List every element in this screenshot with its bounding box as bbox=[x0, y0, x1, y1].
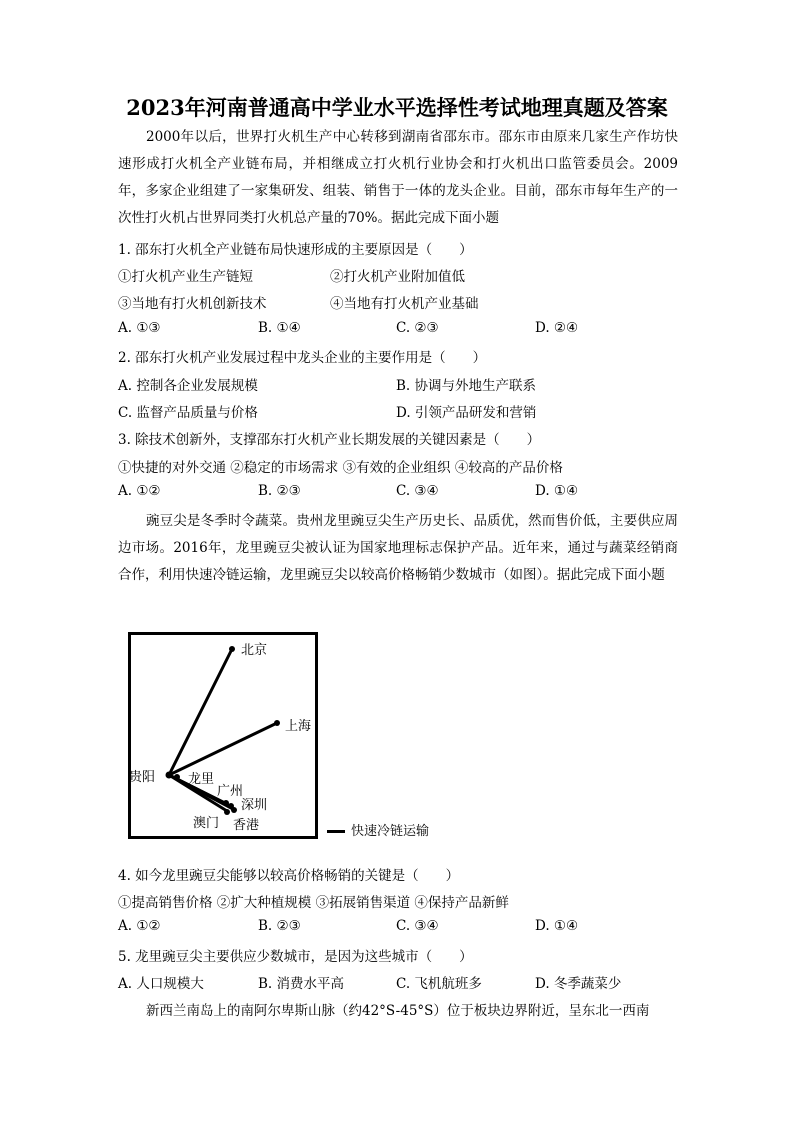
q4-option-c: C. ③④ bbox=[396, 918, 439, 934]
transport-map bbox=[128, 632, 318, 839]
map-legend bbox=[327, 820, 429, 839]
q1-item-1: ①打火机产业生产链短 bbox=[118, 269, 253, 285]
label-shanghai: 上海 bbox=[285, 719, 312, 734]
passage-3: 新西兰南岛上的南阿尔卑斯山脉（约42°S-45°S）位于板块边界附近，呈东北一西南 bbox=[146, 1003, 650, 1019]
label-longli: 龙里 bbox=[188, 772, 215, 787]
q5-option-c: C. 飞机航班多 bbox=[396, 976, 482, 992]
question-5-stem: 5. 龙里豌豆尖主要供应少数城市，是因为这些城市（ ） bbox=[118, 949, 473, 965]
q4-option-b: B. ②③ bbox=[258, 918, 301, 934]
passage-1: 2000年以后，世界打火机生产中心转移到湖南省邵东市。邵东市由原来几家生产作坊快速形成打火机全产业链布局，并相继成立打火机行业协会和打火机出口监管委员会。2009年，多家企业组建了一家集研发、组装、销售于一体的龙头企业。目前，邵东市每年生产的一次性打火机占世界同类打火机总产量的70%。据此完成下面小题 bbox=[118, 129, 678, 226]
q4-option-a: A. ①② bbox=[118, 918, 161, 934]
q5-option-a: A. 人口规模大 bbox=[118, 976, 204, 992]
route-beijing bbox=[169, 649, 232, 775]
label-hongkong: 香港 bbox=[233, 818, 260, 833]
label-beijing: 北京 bbox=[241, 643, 268, 658]
q2-option-b: B. 协调与外地生产联系 bbox=[396, 378, 537, 394]
shanghai-dot bbox=[274, 720, 280, 726]
question-1-stem: 1. 邵东打火机全产业链布局快速形成的主要原因是（ ） bbox=[118, 242, 473, 258]
question-4-stem: 4. 如今龙里豌豆尖能够以较高价格畅销的关键是（ ） bbox=[118, 868, 460, 884]
q1-option-d: D. ②④ bbox=[535, 320, 579, 336]
q1-option-c: C. ②③ bbox=[396, 320, 439, 336]
q5-option-d: D. 冬季蔬菜少 bbox=[535, 976, 622, 992]
longli-dot bbox=[174, 774, 180, 780]
beijing-dot bbox=[229, 646, 235, 652]
q3-items: ①快捷的对外交通 ②稳定的市场需求 ③有效的企业组织 ④较高的产品价格 bbox=[118, 460, 563, 476]
route-shanghai bbox=[169, 723, 277, 775]
guiyang-dot bbox=[166, 772, 173, 779]
guangzhou-dot bbox=[223, 800, 229, 806]
q1-item-3: ③当地有打火机创新技术 bbox=[118, 296, 267, 312]
q3-option-c: C. ③④ bbox=[396, 483, 439, 499]
passage-2: 豌豆尖是冬季时令蔬菜。贵州龙里豌豆尖生产历史长、品质优，然而售价低，主要供应周边市场。2016年，龙里豌豆尖被认证为国家地理标志保护产品。近年来，通过与蔬菜经销商合作，利用快速冷链运输，龙里豌豆尖以较高价格畅销少数城市（如图）。据此完成下面小题 bbox=[118, 513, 678, 583]
route-lines bbox=[131, 635, 315, 836]
macau-dot bbox=[224, 809, 230, 815]
label-macau: 澳门 bbox=[193, 816, 220, 831]
page-title: 2023年河南普通高中学业水平选择性考试地理真题及答案 bbox=[126, 95, 668, 120]
q2-option-c: C. 监督产品质量与价格 bbox=[118, 405, 258, 421]
legend-text: 快速冷链运输 bbox=[351, 824, 430, 839]
question-2-stem: 2. 邵东打火机产业发展过程中龙头企业的主要作用是（ ） bbox=[118, 350, 487, 366]
q3-option-d: D. ①④ bbox=[535, 483, 579, 499]
legend-line-icon bbox=[327, 830, 345, 833]
q2-option-d: D. 引领产品研发和营销 bbox=[396, 405, 537, 421]
q1-item-2: ②打火机产业附加值低 bbox=[330, 269, 465, 285]
hongkong-dot bbox=[231, 807, 237, 813]
label-guangzhou: 广州 bbox=[217, 784, 244, 799]
q1-item-4: ④当地有打火机产业基础 bbox=[330, 296, 479, 312]
q3-option-a: A. ①② bbox=[118, 483, 161, 499]
q3-option-b: B. ②③ bbox=[258, 483, 301, 499]
q1-option-b: B. ①④ bbox=[258, 320, 301, 336]
question-3-stem: 3. 除技术创新外，支撑邵东打火机产业长期发展的关键因素是（ ） bbox=[118, 432, 541, 448]
q5-option-b: B. 消费水平高 bbox=[258, 976, 345, 992]
q4-option-d: D. ①④ bbox=[535, 918, 579, 934]
q4-items: ①提高销售价格 ②扩大种植规模 ③拓展销售渠道 ④保持产品新鲜 bbox=[118, 895, 509, 911]
q1-option-a: A. ①③ bbox=[118, 320, 161, 336]
label-guiyang: 贵阳 bbox=[129, 770, 156, 785]
label-shenzhen: 深圳 bbox=[241, 798, 268, 813]
q2-option-a: A. 控制各企业发展规模 bbox=[118, 378, 258, 394]
